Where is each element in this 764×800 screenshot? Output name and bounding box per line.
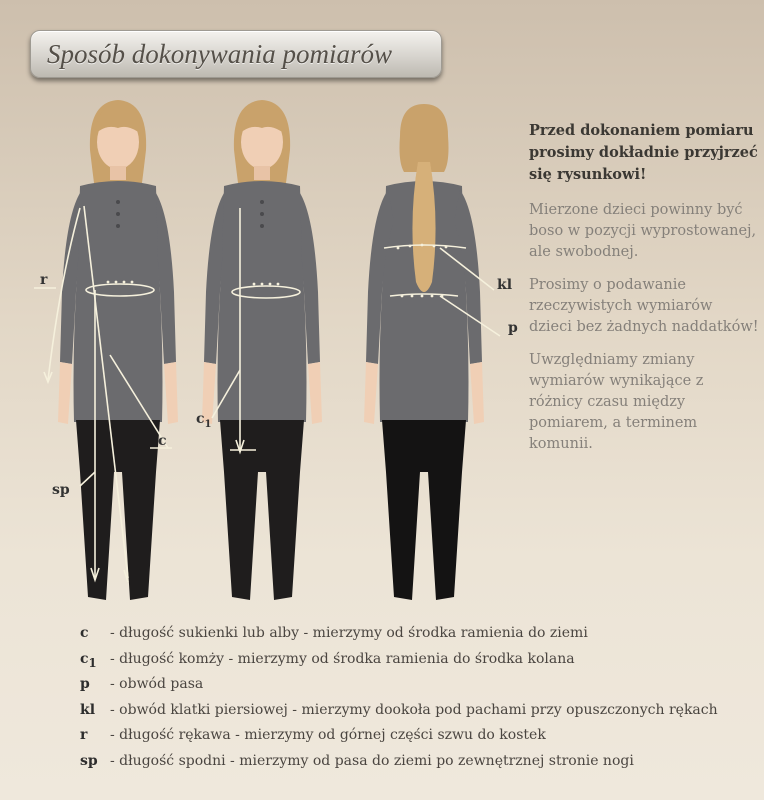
legend-key: kl <box>80 701 96 718</box>
label-sp: sp <box>52 482 70 498</box>
figures-illustration <box>0 100 520 600</box>
legend-row <box>80 625 740 651</box>
label-kl: kl <box>497 277 513 293</box>
legend-row <box>80 702 740 728</box>
legend-desc: - długość sukienki lub alby - mierzymy od środka ramienia do ziemi <box>110 625 588 641</box>
legend-key: sp <box>80 752 98 769</box>
legend-row <box>80 727 740 753</box>
legend-row <box>80 676 740 702</box>
instructions-paragraph-3: Uwzględniamy zmiany wymiarów wynikające z różnicy czasu między pomiarem, a terminem komunii. <box>529 352 704 452</box>
legend-desc: - długość rękawa - mierzymy od górnej części szwu do kostek <box>110 727 546 743</box>
instructions-panel <box>529 120 759 467</box>
page-title: Sposób dokonywania pomiarów <box>47 38 393 69</box>
measurement-figures <box>0 100 520 600</box>
instructions-paragraph-1: Mierzone dzieci powinny być boso w pozycji wyprostowanej, ale swobodnej. <box>529 202 757 260</box>
figure-front-1 <box>58 100 178 600</box>
legend-desc: - długość spodni - mierzymy od pasa do ziemi po zewnętrznej stronie nogi <box>110 752 634 769</box>
legend-key: p <box>80 676 90 692</box>
legend-row <box>80 753 740 779</box>
title-plate <box>30 30 442 78</box>
legend-key: c <box>80 625 89 641</box>
instructions-paragraph-2: Prosimy o podawanie rzeczywistych wymiarów dzieci bez żadnych naddatków! <box>529 277 759 335</box>
instructions-lead: Przed dokonaniem pomiaru prosimy dokładnie przyjrzeć się rysunkowi! <box>529 122 758 183</box>
legend-desc: - obwód pasa <box>110 676 204 692</box>
label-p: p <box>508 320 518 336</box>
legend-key: r <box>80 727 88 743</box>
label-c: c <box>158 433 167 449</box>
legend-desc: - obwód klatki piersiowej - mierzymy dookoła pod pachami przy opuszczonych rękach <box>110 701 718 718</box>
legend-desc: - długość komży - mierzymy od środka ramienia do środka kolana <box>110 650 575 667</box>
measurement-legend <box>80 625 740 778</box>
label-c1: $c_1$ <box>196 411 212 430</box>
figure-back <box>364 104 484 600</box>
figure-front-2 <box>202 100 322 600</box>
label-r: r <box>40 272 48 288</box>
legend-row <box>80 651 740 677</box>
legend-key: $c_1$ <box>80 650 97 670</box>
